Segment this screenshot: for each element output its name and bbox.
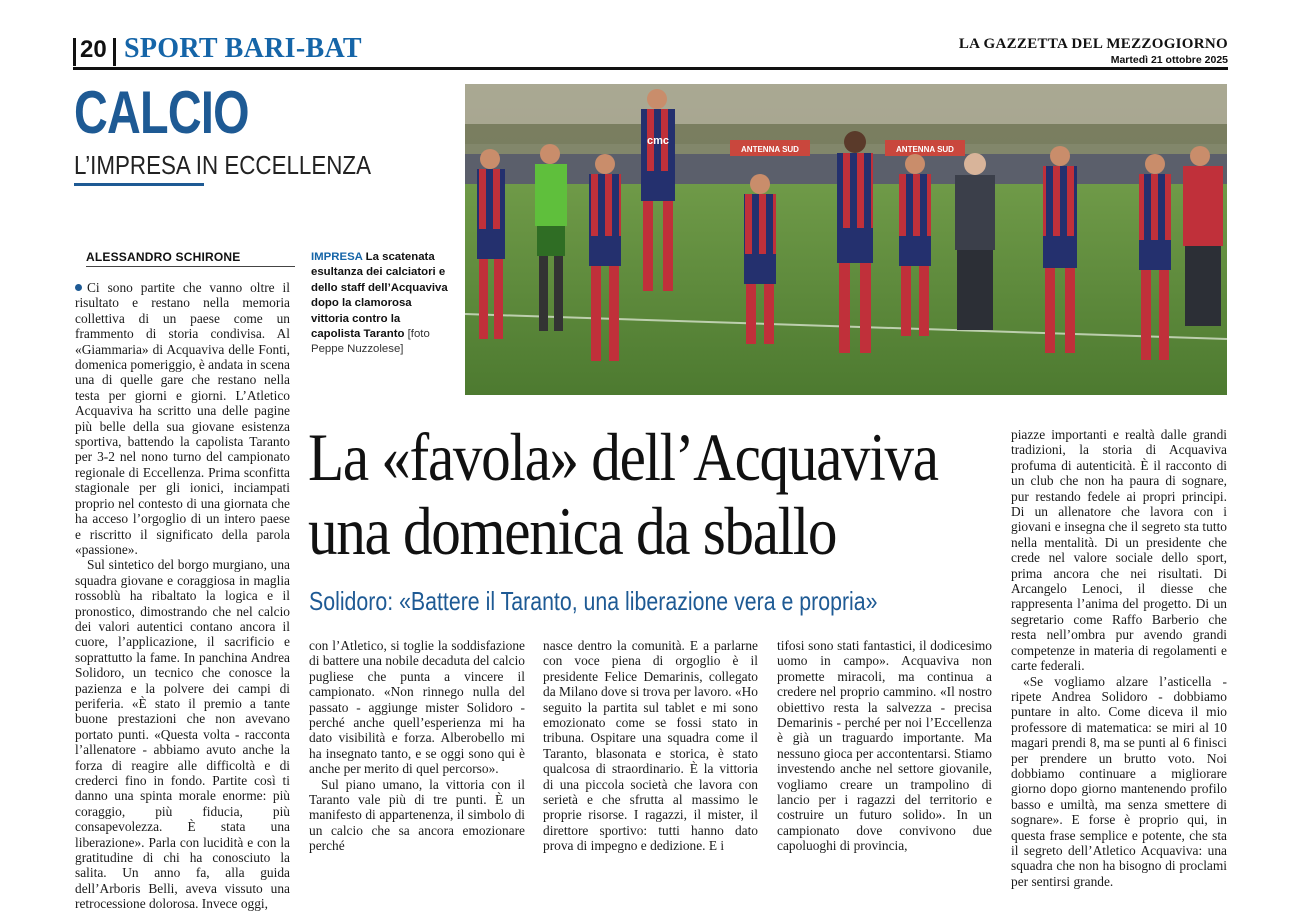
- topic-underline: [74, 183, 204, 186]
- photo-credit: [foto Peppe Nuzzolese]: [311, 328, 430, 356]
- celebration-photo-illustration: [465, 84, 1227, 395]
- staff-member-figure: [1183, 146, 1223, 326]
- article-column-2: [309, 638, 525, 854]
- article-deck: Solidoro: «Battere il Taranto, una liberazione vera e propria»: [309, 586, 878, 616]
- article-column-4: [777, 638, 992, 854]
- caption-text: La scatenata esultanza dei calciatori e dello staff dell’Acquaviva dopo la clamorosa vittoria contro la capolista Taranto: [311, 251, 448, 341]
- shirt-sponsor: cmc: [646, 135, 670, 147]
- publication-date: Martedì 21 ottobre 2025: [1110, 54, 1228, 66]
- article-paragraph: Sul piano umano, la vittoria con il Taranto vale più di tre punti. È un manifesto di appartenenza, il simbolo di un calcio che sa ancora emozionare perché: [309, 776, 525, 854]
- article-paragraph: [75, 280, 290, 557]
- article-column-1: [75, 280, 290, 912]
- article-paragraph: Sul sintetico del borgo murgiano, una squadra giovane e coraggiosa in maglia rossoblù ha ribaltato la logica e il pronostico, dimostrando che nel calcio dei valori autentici contano ancora il cuore, l’applicazione, il sacrificio e soprattutto la fame. In panchina Andrea Solidoro, un tecnico che conosce la pazienza e la polvere dei campi di periferia. «È stato il premio a tante buone prestazioni che non avevano portato punti. «Questa volta - racconta l’allenatore - abbiamo avuto anche la forza di reagire alle difficoltà e di crederci fino in fondo. Partite così ti danno una spinta morale enorme: più coraggio, più fiducia, più consapevolezza. È stata una liberazione». Parla con lucidità e con la gratitudine di chi ha conosciuto la salita. Un anno fa, alla guida dell’Arboris Belli, aveva vissuto una retrocessione dolorosa. Invece oggi,: [75, 557, 290, 912]
- header-rule: [73, 67, 1228, 70]
- headline-line-1: La «favola» dell’Acquaviva: [308, 419, 938, 495]
- article-paragraph: «Se vogliamo alzare l’asticella - ripete Andrea Solidoro - dobbiamo puntare in alto. Come diceva il mio professore di matematica: se miri al 10 magari prendi 8, ma se punti al 6 finisci per prendere un brutto voto. Noi dobbiamo continuare a migliorare giorno dopo giorno mantenendo profilo basso e umiltà, ma senza smettere di sognare». E forse è proprio qui, in questa frase semplice e potente, che sta il segreto dell’Atletico Acquaviva: una squadra che non ha bisogno di proclami per sentirsi grande.: [1011, 673, 1227, 889]
- newspaper-masthead: LA GAZZETTA DEL MEZZOGIORNO: [958, 36, 1228, 52]
- topic-subtitle: L’IMPRESA IN ECCELLENZA: [74, 150, 371, 180]
- page-number-bar-left: [73, 38, 76, 66]
- page-number-bar-right: [113, 38, 116, 66]
- article-paragraph: nasce dentro la comunità. E a parlarne con voce piena di orgoglio è il presidente Felice Demarinis, collegato da Milano dove si trova per lavoro. «Ho seguito la partita sul tablet e mi sono emozionato come se fossi stato in tribuna. Ospitare una squadra come il Taranto, blasonata e storica, è stato qualcosa di straordinario. È la vittoria di una piccola società che lavora con serietà e che sfrutta al massimo le proprie risorse. I ragazzi, il mister, il direttore sportivo: tutti hanno dato prova di impegno e dedizione. E i: [543, 638, 758, 854]
- article-paragraph: piazze importanti e realtà dalle grandi tradizioni, la storia di Acquaviva profuma di autenticità. È il racconto di un club che non ha paura di sognare, pur restando fedele ai propri principi. Di un allenatore che lavora con i giovani e insegna che il segreto sta tutto nella mentalità. Di un presidente che crede nel valore sociale dello sport, prima ancora che nei risultati. Di Arcangelo Lenoci, il diesse che rappresenta l’anima del progetto. Di un segretario come Raffo Barberio che resta nell’ombra pur avendo grandi competenze in materia di regolamenti e carte federali.: [1011, 427, 1227, 674]
- article-column-3: [543, 638, 758, 854]
- topic-title: CALCIO: [74, 79, 249, 146]
- article-paragraph: con l’Atletico, si toglie la soddisfazione di battere una nobile decaduta del calcio pugliese che punta a vincere il campionato. «Non rinnego nulla del passato - aggiunge mister Solidoro - perché anche quell’esperienza mi ha dato visibilità e forza. Alberobello mi ha insegnato tanto, e se oggi sono qui è anche per merito di quel percorso».: [309, 638, 525, 777]
- staff-member-figure: [955, 153, 995, 330]
- photo-caption: [311, 250, 451, 358]
- article-headline: [308, 420, 938, 568]
- page-number: 20: [80, 36, 107, 63]
- headline-line-2: una domenica da sballo: [308, 493, 837, 569]
- section-title: SPORT BARI-BAT: [124, 33, 362, 64]
- bullet-icon: [75, 284, 82, 291]
- paragraph-text: Ci sono partite che vanno oltre il risultato e restano nella memoria collettiva di un paese come un frammento di storia condivisa. Al «Giammaria» di Acquaviva delle Fonti, domenica pomeriggio, è andata in scena una di quelle gare che restano nella testa per giorni e giorni. L’Atletico Acquaviva ha scritto una delle pagine più belle della sua giovane esistenza sportiva, battendo la capolista Taranto per 3-2 nel nono turno del campionato regionale di Eccellenza. Prima sconfitta stagionale per gli ionici, inciampati proprio nel contesto di una giornata che ha acceso l’orgoglio di un intero paese e riscritto il significato della parola «passione».: [75, 280, 290, 557]
- banner-text: ANTENNA SUD: [896, 145, 954, 154]
- article-column-5: [1011, 427, 1227, 889]
- caption-label: IMPRESA: [311, 251, 363, 263]
- article-paragraph: tifosi sono stati fantastici, il dodicesimo uomo in campo». Acquaviva non promette miracoli, ma continua a credere nel proprio cammino. «Il nostro obiettivo resta la salvezza - precisa Demarinis - perché per noi l’Eccellenza è già un traguardo importante. Ma nessuno gioca per accontentarsi. Stiamo investendo anche nel settore giovanile, vogliamo creare un trampolino di lancio per i ragazzi del territorio e costruire un futuro solido». In un campionato dove convivono due capoluoghi di provincia,: [777, 638, 992, 854]
- article-photo: [465, 84, 1227, 395]
- banner-text: ANTENNA SUD: [741, 145, 799, 154]
- author-byline: ALESSANDRO SCHIRONE: [86, 250, 241, 264]
- byline-rule: [86, 266, 295, 267]
